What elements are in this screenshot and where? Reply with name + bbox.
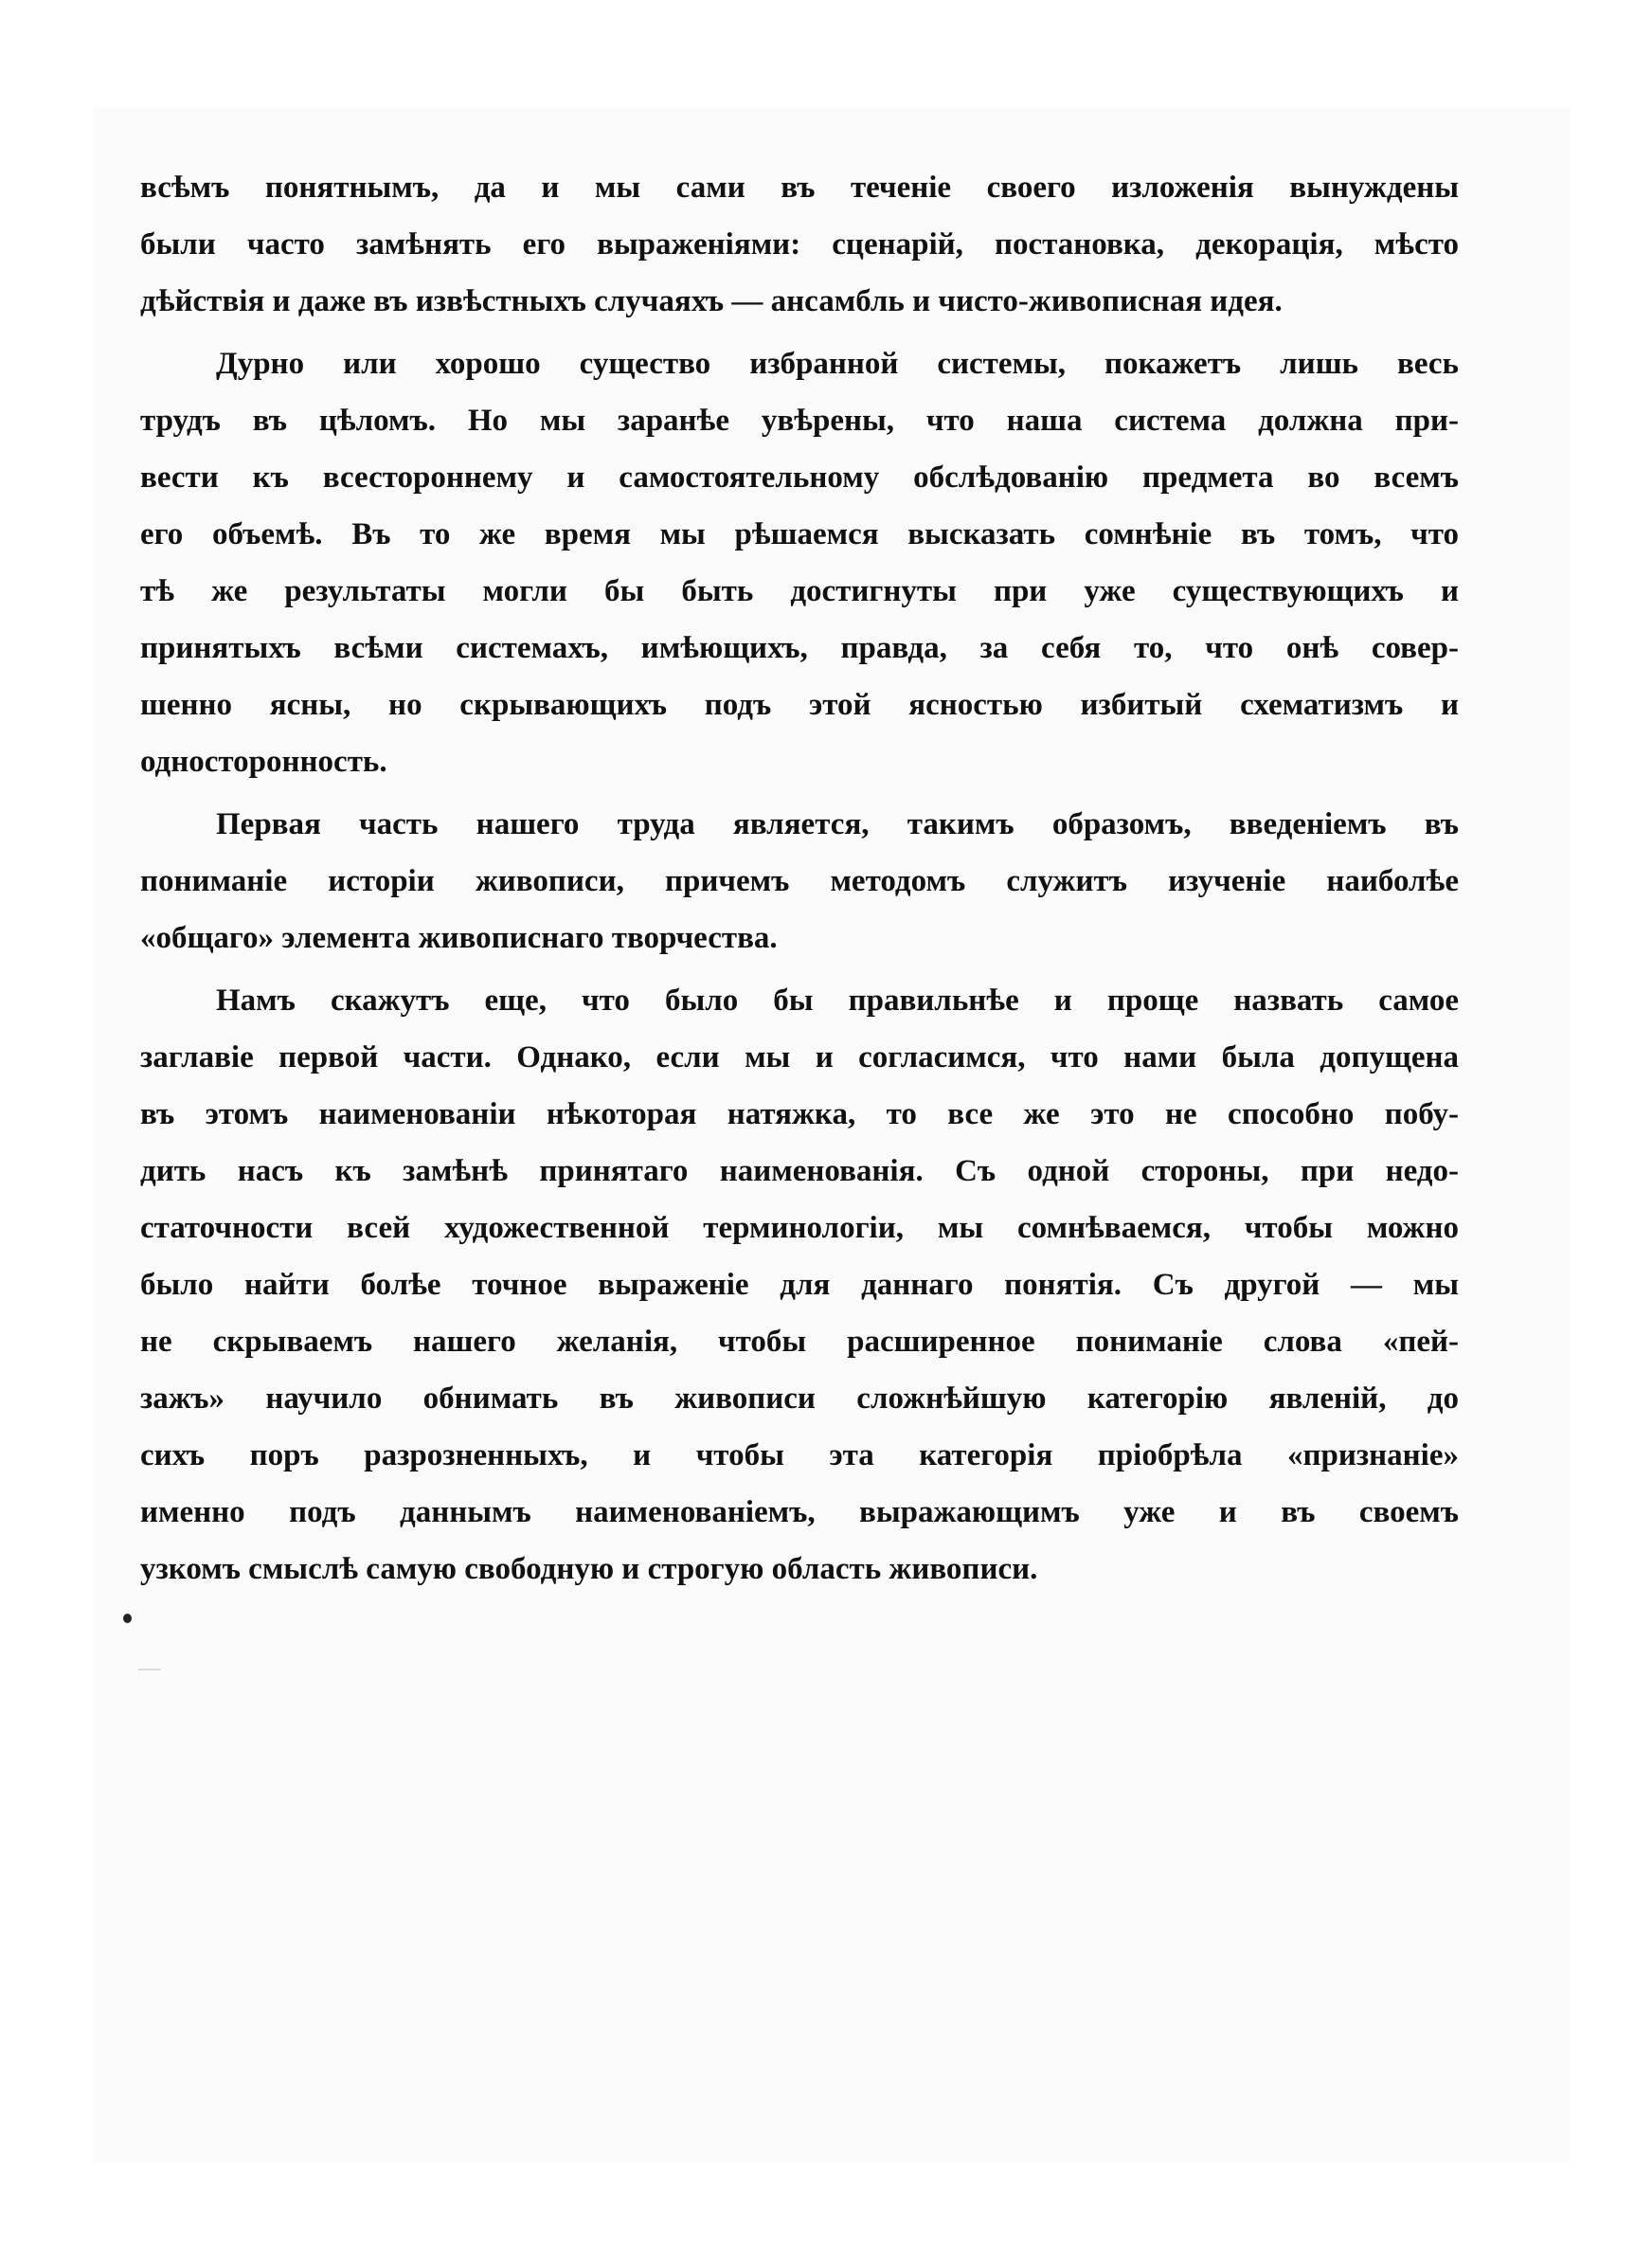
paragraph — [140, 796, 1459, 966]
text-line: односторонность. — [140, 745, 387, 779]
text-line: не скрываемъ нашего желанія, чтобы расширенное пониманіе слова «пей- — [140, 1325, 1459, 1359]
paragraph — [140, 159, 1459, 330]
text-line: вести къ всестороннему и самостоятельному обслѣдованію предмета во всемъ — [140, 460, 1459, 495]
text-line: зажъ» научило обнимать въ живописи сложнѣйшую категорію явленій, до — [140, 1381, 1459, 1416]
text-line: Намъ скажутъ еще, что было бы правильнѣе и проще назвать самое — [216, 984, 1459, 1018]
text-line: въ этомъ наименованіи нѣкоторая натяжка, то все же это не способно побу- — [140, 1097, 1459, 1131]
paragraph — [140, 972, 1459, 1598]
text-line: его объемѣ. Въ то же время мы рѣшаемся высказать сомнѣніе въ томъ, что — [140, 517, 1459, 551]
text-line: трудъ въ цѣломъ. Но мы заранѣе увѣрены, что наша система должна при- — [140, 404, 1459, 438]
body-text — [140, 159, 1459, 1603]
text-line: пониманіе исторіи живописи, причемъ методомъ служитъ изученіе наиболѣе — [140, 864, 1459, 898]
scan-artifact — [138, 1669, 161, 1670]
margin-mark — [123, 1614, 132, 1623]
text-line: было найти болѣе точное выраженіе для даннаго понятія. Съ другой — мы — [140, 1268, 1459, 1302]
text-line: узкомъ смыслѣ самую свободную и строгую область живописи. — [140, 1552, 1038, 1586]
text-line: именно подъ даннымъ наименованіемъ, выражающимъ уже и въ своемъ — [140, 1495, 1459, 1529]
text-line: были часто замѣнять его выраженіями: сценарій, постановка, декорація, мѣсто — [140, 227, 1459, 262]
text-line: дить насъ къ замѣнѣ принятаго наименованія. Съ одной стороны, при недо- — [140, 1154, 1459, 1188]
text-line: статочности всей художественной терминологіи, мы сомнѣваемся, чтобы можно — [140, 1211, 1459, 1245]
text-line: шенно ясны, но скрывающихъ подъ этой ясностью избитый схематизмъ и — [140, 688, 1459, 722]
text-line: сихъ поръ разрозненныхъ, и чтобы эта категорія пріобрѣла «признаніе» — [140, 1438, 1459, 1472]
text-line: «общаго» элемента живописнаго творчества. — [140, 921, 778, 955]
paragraph — [140, 335, 1459, 790]
text-line: Дурно или хорошо существо избранной системы, покажетъ лишь весь — [216, 347, 1459, 381]
text-line: дѣйствія и даже въ извѣстныхъ случаяхъ — ансамбль и чисто-живописная идея. — [140, 284, 1283, 318]
text-line: заглавіе первой части. Однако, если мы и согласимся, что нами была допущена — [140, 1040, 1459, 1074]
text-line: всѣмъ понятнымъ, да и мы сами въ теченіе своего изложенія вынуждены — [140, 171, 1459, 205]
text-line: принятыхъ всѣми системахъ, имѣющихъ, правда, за себя то, что онѣ совер- — [140, 631, 1459, 665]
text-line: Первая часть нашего труда является, такимъ образомъ, введеніемъ въ — [216, 807, 1459, 841]
text-line: тѣ же результаты могли бы быть достигнуты при уже существующихъ и — [140, 574, 1459, 608]
